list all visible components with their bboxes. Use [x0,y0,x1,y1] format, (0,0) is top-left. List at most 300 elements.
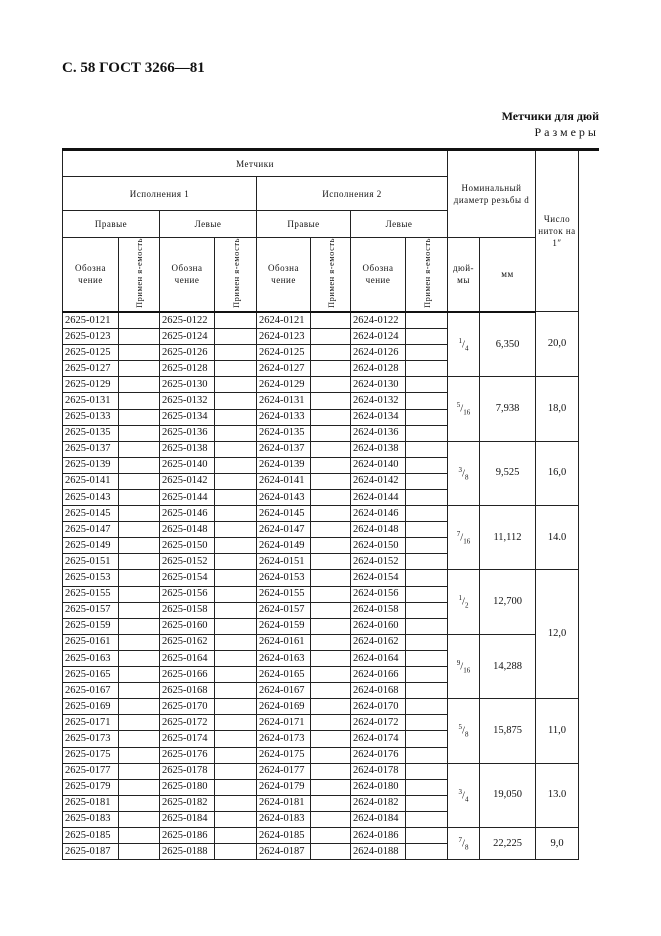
designation-cell: 2624-0184 [351,811,406,827]
designation-cell: 2624-0158 [351,602,406,618]
designation-cell: 2625-0145 [63,506,119,522]
application-cell [311,425,351,441]
application-cell [215,345,257,361]
header-mm: мм [480,238,536,312]
designation-cell: 2625-0182 [160,795,215,811]
inch-numerator: 1 [458,594,463,603]
designation-cell: 2625-0139 [63,457,119,473]
application-cell [406,699,448,715]
application-cell [215,425,257,441]
application-cell [406,554,448,570]
designation-cell: 2625-0183 [63,811,119,827]
application-cell [119,811,160,827]
application-cell [215,490,257,506]
designation-cell: 2625-0134 [160,409,215,425]
mm-size-cell: 6,350 [480,312,536,377]
application-cell [406,329,448,345]
designation-cell: 2625-0170 [160,699,215,715]
application-cell [119,634,160,650]
application-cell [311,602,351,618]
application-cell [406,618,448,634]
header-right-1: Правые [63,211,160,238]
taps-table [62,148,599,860]
application-cell [215,650,257,666]
application-cell [119,554,160,570]
designation-cell: 2625-0121 [63,312,119,329]
designation-cell: 2625-0162 [160,634,215,650]
inch-numerator: 5 [458,723,463,732]
designation-cell: 2625-0169 [63,699,119,715]
application-cell [311,377,351,393]
designation-cell: 2625-0165 [63,667,119,683]
designation-cell: 2624-0146 [351,506,406,522]
application-cell [406,747,448,763]
mm-size-cell: 15,875 [480,699,536,763]
inch-numerator: 5 [456,401,461,410]
designation-cell: 2624-0180 [351,779,406,795]
section-title: Метчики для дюй [501,109,599,123]
designation-cell: 2625-0137 [63,441,119,457]
designation-cell: 2625-0149 [63,538,119,554]
application-cell [311,441,351,457]
designation-cell: 2625-0188 [160,844,215,860]
inch-numerator: 7 [456,530,461,538]
application-cell [406,522,448,538]
designation-cell: 2624-0122 [351,312,406,329]
threads-cell: 9,0 [536,827,579,859]
page-title: С. 58 ГОСТ 3266—81 [62,60,205,76]
application-cell [119,747,160,763]
application-cell [119,763,160,779]
application-cell [311,747,351,763]
designation-cell: 2625-0177 [63,763,119,779]
mm-size-cell: 9,525 [480,441,536,505]
designation-cell: 2624-0163 [257,650,311,666]
designation-cell: 2624-0181 [257,795,311,811]
application-cell [215,811,257,827]
application-cell [406,425,448,441]
designation-cell: 2624-0156 [351,586,406,602]
application-cell [215,618,257,634]
inch-size-cell: $^1/_2$ [448,570,480,634]
designation-cell: 2624-0160 [351,618,406,634]
header-designation: Обозна чение [160,238,215,312]
designation-cell: 2625-0179 [63,779,119,795]
designation-cell: 2625-0164 [160,650,215,666]
designation-cell: 2625-0185 [63,827,119,843]
application-cell [119,361,160,377]
table-row [63,506,599,522]
designation-cell: 2625-0140 [160,457,215,473]
application-cell [215,602,257,618]
header-threads: Число ниток на 1″ [536,150,579,312]
designation-cell: 2624-0183 [257,811,311,827]
extra-column [579,150,599,312]
application-cell [311,361,351,377]
designation-cell: 2625-0171 [63,715,119,731]
application-cell [406,827,448,843]
extra-column [579,312,599,860]
application-cell [119,715,160,731]
header-inches: дюй-мы [448,238,480,312]
application-cell [406,393,448,409]
inch-denominator: 16 [463,408,471,417]
designation-cell: 2625-0159 [63,618,119,634]
inch-size-cell: $^3/_8$ [448,441,480,505]
designation-cell: 2624-0150 [351,538,406,554]
designation-cell: 2624-0124 [351,329,406,345]
designation-cell: 2625-0175 [63,747,119,763]
application-cell [119,522,160,538]
designation-cell: 2625-0153 [63,570,119,586]
application-cell [215,634,257,650]
inch-size-cell: $^5/_8$ [448,699,480,763]
application-cell [215,763,257,779]
designation-cell: 2625-0136 [160,425,215,441]
inch-denominator: 16 [463,537,471,546]
threads-cell: 13.0 [536,763,579,827]
designation-cell: 2624-0173 [257,731,311,747]
designation-cell: 2624-0128 [351,361,406,377]
designation-cell: 2625-0128 [160,361,215,377]
inch-numerator: 9 [456,658,461,667]
designation-cell: 2625-0130 [160,377,215,393]
application-cell [406,731,448,747]
designation-cell: 2625-0160 [160,618,215,634]
application-cell [215,715,257,731]
designation-cell: 2624-0175 [257,747,311,763]
application-cell [311,345,351,361]
inch-denominator: 8 [464,843,469,852]
application-cell [406,441,448,457]
designation-cell: 2624-0166 [351,667,406,683]
designation-cell: 2625-0178 [160,763,215,779]
application-cell [119,683,160,699]
application-cell [406,409,448,425]
application-cell [311,763,351,779]
designation-cell: 2625-0154 [160,570,215,586]
application-cell [311,795,351,811]
table-row [63,763,599,779]
table-row [63,827,599,843]
designation-cell: 2624-0149 [257,538,311,554]
inch-denominator: 2 [464,601,469,610]
application-cell [119,441,160,457]
designation-cell: 2624-0140 [351,457,406,473]
application-cell [215,570,257,586]
application-cell [406,377,448,393]
application-cell [311,554,351,570]
designation-cell: 2624-0137 [257,441,311,457]
application-cell [215,409,257,425]
application-cell [311,667,351,683]
application-cell [406,667,448,683]
designation-cell: 2625-0146 [160,506,215,522]
designation-cell: 2624-0133 [257,409,311,425]
application-cell [311,457,351,473]
inch-size-cell: $^3/_4$ [448,763,480,827]
inch-size-cell: $^7/_8$ [448,827,480,859]
mm-size-cell: 12,700 [480,570,536,634]
designation-cell: 2624-0126 [351,345,406,361]
header-version-2: Исполнения 2 [257,177,448,211]
designation-cell: 2624-0157 [257,602,311,618]
designation-cell: 2624-0144 [351,490,406,506]
application-cell [215,731,257,747]
application-cell [406,602,448,618]
designation-cell: 2624-0123 [257,329,311,345]
application-cell [406,844,448,860]
designation-cell: 2624-0127 [257,361,311,377]
application-cell [311,490,351,506]
designation-cell: 2624-0164 [351,650,406,666]
designation-cell: 2624-0162 [351,634,406,650]
table-row [63,699,599,715]
application-cell [311,844,351,860]
application-cell [119,506,160,522]
table-row [63,570,599,586]
designation-cell: 2624-0169 [257,699,311,715]
designation-cell: 2625-0180 [160,779,215,795]
application-cell [215,457,257,473]
application-cell [311,715,351,731]
designation-cell: 2624-0186 [351,827,406,843]
header-application: Примен я-емость [325,238,336,308]
application-cell [311,618,351,634]
designation-cell: 2624-0134 [351,409,406,425]
application-cell [119,329,160,345]
application-cell [119,457,160,473]
designation-cell: 2625-0173 [63,731,119,747]
designation-cell: 2625-0152 [160,554,215,570]
application-cell [119,650,160,666]
application-cell [215,312,257,329]
application-cell [406,457,448,473]
application-cell [406,683,448,699]
inch-size-cell: $^7/_{16}$ [448,506,480,570]
designation-cell: 2624-0148 [351,522,406,538]
header-application: Примен я-емость [421,238,432,308]
designation-cell: 2624-0138 [351,441,406,457]
application-cell [119,570,160,586]
designation-cell: 2624-0142 [351,473,406,489]
header-designation: Обозна чение [351,238,406,312]
designation-cell: 2625-0156 [160,586,215,602]
designation-cell: 2625-0124 [160,329,215,345]
application-cell [215,844,257,860]
threads-cell: 12,0 [536,570,579,699]
designation-cell: 2625-0148 [160,522,215,538]
designation-cell: 2625-0187 [63,844,119,860]
designation-cell: 2624-0159 [257,618,311,634]
application-cell [119,795,160,811]
designation-cell: 2625-0147 [63,522,119,538]
designation-cell: 2624-0170 [351,699,406,715]
header-right-2: Правые [257,211,351,238]
mm-size-cell: 14,288 [480,634,536,698]
application-cell [311,393,351,409]
designation-cell: 2625-0158 [160,602,215,618]
header-left-2: Левые [351,211,448,238]
application-cell [311,570,351,586]
application-cell [215,667,257,683]
designation-cell: 2625-0143 [63,490,119,506]
designation-cell: 2624-0139 [257,457,311,473]
application-cell [215,522,257,538]
designation-cell: 2625-0166 [160,667,215,683]
designation-cell: 2625-0151 [63,554,119,570]
designation-cell: 2625-0132 [160,393,215,409]
designation-cell: 2624-0136 [351,425,406,441]
application-cell [311,506,351,522]
designation-cell: 2624-0151 [257,554,311,570]
designation-cell: 2625-0129 [63,377,119,393]
designation-cell: 2625-0155 [63,586,119,602]
application-cell [215,554,257,570]
application-cell [406,473,448,489]
designation-cell: 2625-0133 [63,409,119,425]
application-cell [406,312,448,329]
designation-cell: 2624-0165 [257,667,311,683]
application-cell [215,377,257,393]
inch-numerator: 1 [458,336,463,345]
designation-cell: 2625-0186 [160,827,215,843]
application-cell [311,312,351,329]
designation-cell: 2625-0163 [63,650,119,666]
application-cell [311,683,351,699]
inch-denominator: 8 [464,473,469,482]
designation-cell: 2624-0135 [257,425,311,441]
application-cell [311,634,351,650]
designation-cell: 2624-0174 [351,731,406,747]
designation-cell: 2625-0174 [160,731,215,747]
designation-cell: 2625-0127 [63,361,119,377]
inch-numerator: 7 [458,835,463,844]
application-cell [119,618,160,634]
application-cell [119,699,160,715]
mm-size-cell: 7,938 [480,377,536,441]
table-row [63,312,599,329]
application-cell [406,634,448,650]
application-cell [406,763,448,779]
application-cell [215,506,257,522]
designation-cell: 2624-0132 [351,393,406,409]
designation-cell: 2624-0182 [351,795,406,811]
designation-cell: 2625-0181 [63,795,119,811]
designation-cell: 2624-0187 [257,844,311,860]
designation-cell: 2625-0184 [160,811,215,827]
designation-cell: 2624-0176 [351,747,406,763]
designation-cell: 2625-0142 [160,473,215,489]
mm-size-cell: 22,225 [480,827,536,859]
threads-cell: 20,0 [536,312,579,377]
designation-cell: 2625-0157 [63,602,119,618]
designation-cell: 2624-0129 [257,377,311,393]
application-cell [215,747,257,763]
table-row [63,441,599,457]
application-cell [119,393,160,409]
inch-denominator: 4 [464,344,469,353]
application-cell [406,538,448,554]
application-cell [311,586,351,602]
designation-cell: 2624-0155 [257,586,311,602]
designation-cell: 2625-0144 [160,490,215,506]
application-cell [119,312,160,329]
header-version-1: Исполнения 1 [63,177,257,211]
application-cell [406,506,448,522]
table-row [63,634,599,650]
designation-cell: 2625-0135 [63,425,119,441]
application-cell [311,827,351,843]
application-cell [215,683,257,699]
designation-cell: 2625-0126 [160,345,215,361]
designation-cell: 2625-0168 [160,683,215,699]
designation-cell: 2624-0178 [351,763,406,779]
application-cell [215,441,257,457]
designation-cell: 2625-0138 [160,441,215,457]
designation-cell: 2624-0177 [257,763,311,779]
application-cell [311,650,351,666]
header-designation: Обозна чение [257,238,311,312]
application-cell [215,795,257,811]
application-cell [311,731,351,747]
designation-cell: 2624-0125 [257,345,311,361]
designation-cell: 2624-0121 [257,312,311,329]
designation-cell: 2624-0143 [257,490,311,506]
application-cell [311,699,351,715]
application-cell [215,586,257,602]
table-row [63,377,599,393]
application-cell [406,795,448,811]
designation-cell: 2624-0168 [351,683,406,699]
application-cell [406,570,448,586]
designation-cell: 2625-0150 [160,538,215,554]
inch-size-cell: $^1/_4$ [448,312,480,377]
designation-cell: 2625-0125 [63,345,119,361]
header-application: Примен я-емость [134,238,144,308]
application-cell [119,779,160,795]
header-nominal-diameter: Номинальный диаметр резьбы d [448,150,536,238]
designation-cell: 2625-0123 [63,329,119,345]
inch-size-cell: $^9/_{16}$ [448,634,480,698]
designation-cell: 2625-0141 [63,473,119,489]
designation-cell: 2624-0131 [257,393,311,409]
application-cell [119,538,160,554]
application-cell [215,473,257,489]
application-cell [119,667,160,683]
application-cell [406,345,448,361]
designation-cell: 2624-0161 [257,634,311,650]
threads-cell: 18,0 [536,377,579,441]
designation-cell: 2624-0167 [257,683,311,699]
application-cell [406,715,448,731]
designation-cell: 2624-0172 [351,715,406,731]
threads-cell: 16,0 [536,441,579,505]
designation-cell: 2625-0172 [160,715,215,731]
application-cell [119,377,160,393]
designation-cell: 2624-0147 [257,522,311,538]
application-cell [406,650,448,666]
sizes-label: Размеры [534,125,599,139]
application-cell [119,409,160,425]
mm-size-cell: 11,112 [480,506,536,570]
designation-cell: 2624-0154 [351,570,406,586]
application-cell [215,827,257,843]
application-cell [311,522,351,538]
threads-cell: 11,0 [536,699,579,763]
designation-cell: 2624-0141 [257,473,311,489]
application-cell [119,490,160,506]
